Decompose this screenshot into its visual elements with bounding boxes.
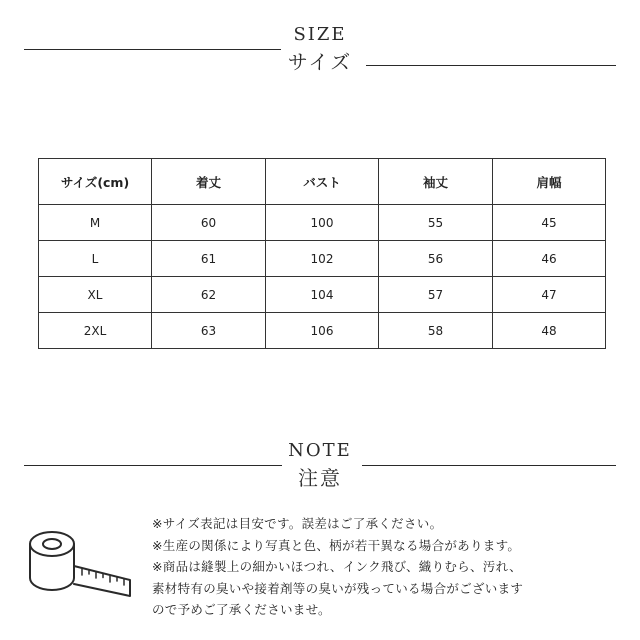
note-heading	[0, 436, 640, 496]
table-row	[39, 241, 606, 277]
table-cell: 46	[493, 241, 606, 277]
table-cell: 57	[379, 277, 493, 313]
table-cell: 55	[379, 205, 493, 241]
table-row	[39, 313, 606, 349]
size-table-header-row	[39, 159, 606, 205]
table-cell: 106	[266, 313, 379, 349]
table-cell: 56	[379, 241, 493, 277]
table-cell: 102	[266, 241, 379, 277]
table-cell: L	[39, 241, 152, 277]
table-cell: 62	[152, 277, 266, 313]
size-heading-right-rule	[366, 65, 616, 66]
table-cell: 2XL	[39, 313, 152, 349]
note-line: ※商品は縫製上の細かいほつれ、インク飛び、織りむら、汚れ、	[152, 559, 522, 574]
measuring-tape-icon	[18, 522, 138, 602]
note-line: 素材特有の臭いや接着剤等の臭いが残っている場合がございます	[152, 580, 524, 596]
table-cell: 58	[379, 313, 493, 349]
note-title-en: NOTE	[288, 440, 352, 461]
size-table-header: バスト	[266, 159, 379, 205]
table-row	[39, 277, 606, 313]
table-row	[39, 205, 606, 241]
note-line: ので予めご了承くださいませ。	[152, 602, 331, 617]
table-cell: 63	[152, 313, 266, 349]
size-table-header: 袖丈	[379, 159, 493, 205]
size-table	[38, 158, 606, 349]
note-line: ※生産の関係により写真と色、柄が若干異なる場合があります。	[152, 537, 521, 553]
size-table-header: 着丈	[152, 159, 266, 205]
table-cell: 104	[266, 277, 379, 313]
size-table-header: サイズ(cm)	[39, 159, 152, 205]
table-cell: M	[39, 205, 152, 241]
size-title-jp: サイズ	[287, 50, 353, 74]
table-cell: 60	[152, 205, 266, 241]
note-line: ※サイズ表記は目安です。誤差はご了承ください。	[152, 516, 443, 531]
table-cell: 100	[266, 205, 379, 241]
note-title-jp: 注意	[298, 466, 342, 490]
table-cell: XL	[39, 277, 152, 313]
table-cell: 48	[493, 313, 606, 349]
note-body	[152, 513, 622, 621]
size-title-en: SIZE	[293, 24, 347, 45]
note-heading-right-rule	[362, 465, 616, 466]
table-cell: 45	[493, 205, 606, 241]
size-table-header: 肩幅	[493, 159, 606, 205]
table-cell: 61	[152, 241, 266, 277]
size-heading	[0, 20, 640, 80]
table-cell: 47	[493, 277, 606, 313]
